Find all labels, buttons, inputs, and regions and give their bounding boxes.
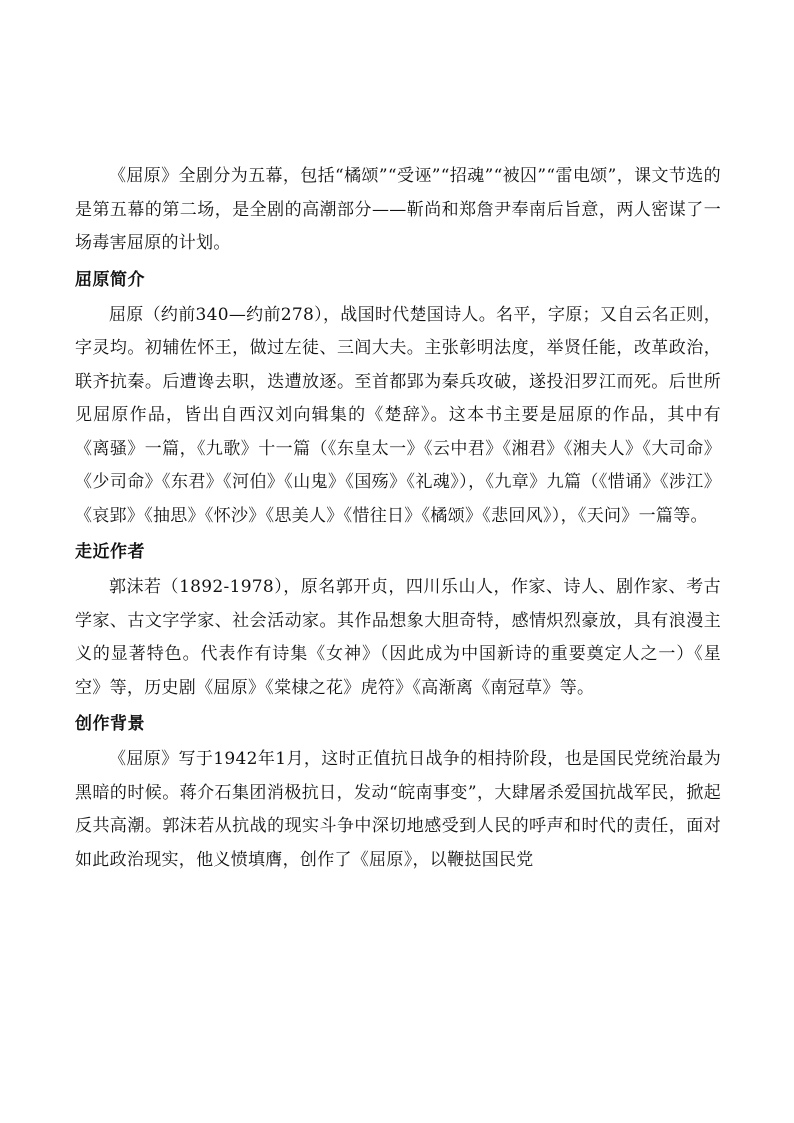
author-paragraph: 郭沫若（1892-1978），原名郭开贞，四川乐山人，作家、诗人、剧作家、考古学家、古文字学家、社会活动家。其作品想象大胆奇特，感情炽烈豪放，具有浪漫主义的显著特色。代表作有诗集《女神》（因此成为中国新诗的重要奠定人之一）《星空》等，历史剧《屈原》《棠棣之花》虎符》《高渐离《南冠草》等。 xyxy=(75,577,721,698)
quyuan-intro-heading: 屈原简介 xyxy=(75,269,145,290)
background-paragraph: 《屈原》写于1942年1月，这时正值抗日战争的相持阶段，也是国民党统治最为黑暗的时候。蒋介石集团消极抗日，发动“皖南事变”，大肆屠杀爱国抗战军民，掀起反共高潮。郭沫若从抗战的现实斗争中深切地感受到人民的呼声和时代的责任，面对如此政治现实，他义愤填膺，创作了《屈原》，以鞭挞国民党 xyxy=(75,749,721,870)
document-body xyxy=(75,160,721,877)
background-heading: 创作背景 xyxy=(75,714,145,734)
intro-paragraph: 《屈原》全剧分为五幕，包括“橘颂”“受诬”“招魂”“被囚”“雷电颂”，课文节选的是第五幕的第二场，是全剧的高潮部分——靳尚和郑詹尹奉南后旨意，两人密谋了一场毒害屈原的计划。 xyxy=(75,166,721,253)
quyuan-intro-paragraph: 屈原（约前340—约前278），战国时代楚国诗人。名平，字原；又自云名正则，字灵均。初辅佐怀王，做过左徒、三闾大夫。主张彰明法度，举贤任能，改革政治，联齐抗秦。后遭谗去职，迭遭放逐。至首都郢为秦兵攻破，遂投汨罗江而死。后世所见屈原作品，皆出自西汉刘向辑集的《楚辞》。这本书主要是屈原的作品，其中有《离骚》一篇，《九歌》十一篇（《东皇太一》《云中君》《湘君》《湘夫人》《大司命》《少司命》《东君》《河伯》《山鬼》《国殇》《礼魂》），《九章》九篇（《惜诵》《涉江》《哀郢》《抽思》《怀沙》《思美人》《惜往日》《橘颂》《悲回风》），《天问》一篇等。 xyxy=(75,304,721,526)
author-heading: 走近作者 xyxy=(75,542,145,562)
